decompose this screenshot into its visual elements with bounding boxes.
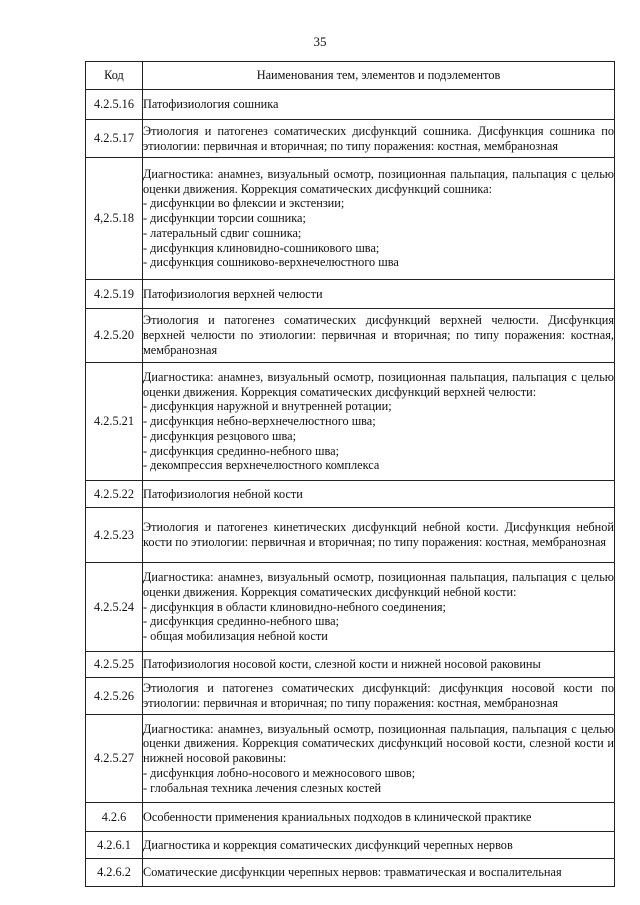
row-code: 4.2.5.21 — [86, 363, 143, 481]
row-text: Диагностика: анамнез, визуальный осмотр, позиционная пальпация, пальпация с целью оценки движения. Коррекция соматических дисфункций небной кости: — [143, 570, 614, 599]
row-list-item: - дисфункции во флексии и экстензии; — [143, 196, 345, 211]
row-code: 4.2.5.20 — [86, 309, 143, 363]
row-list-item: - дисфункция срединно-небного шва; — [143, 614, 339, 629]
row-list-item: - дисфункции торсии сошника; — [143, 211, 306, 226]
row-topic — [143, 90, 615, 120]
row-topic — [143, 508, 615, 563]
row-topic — [143, 652, 615, 678]
row-topic — [143, 309, 615, 363]
row-topic — [143, 363, 615, 481]
row-text: Патофизиология носовой кости, слезной кости и нижней носовой раковины — [143, 657, 541, 672]
topics-table — [85, 61, 615, 887]
row-text: Диагностика: анамнез, визуальный осмотр, позиционная пальпация, пальпация с целью оценки движения. Коррекция соматических дисфункций носовой кости, слезной кости и нижней носовой раковины: — [143, 721, 614, 766]
table-row — [86, 652, 615, 678]
table-row — [86, 678, 615, 715]
row-text: Особенности применения краниальных подходов в клинической практике — [143, 809, 532, 824]
row-text: Этиология и патогенез соматических дисфункций: дисфункция носовой кости по этиологии: первичная и вторичная; по типу поражения: костная, мембранозная — [143, 681, 614, 710]
table-row — [86, 715, 615, 803]
row-text: Этиология и патогенез кинетических дисфункций небной кости. Дисфункция небной кости по этиологии: первичная и вторичная; по типу поражения: костная, мембранозная — [143, 520, 614, 549]
page-number: 35 — [313, 34, 327, 49]
row-text: Диагностика: анамнез, визуальный осмотр, позиционная пальпация, пальпация с целью оценки движения. Коррекция соматических дисфункций сошника: — [143, 166, 614, 196]
row-topic — [143, 563, 615, 652]
row-code: 4.2.6.1 — [86, 832, 143, 859]
table-row — [86, 563, 615, 652]
table-row — [86, 363, 615, 481]
row-topic — [143, 120, 615, 158]
row-list-item: - глобальная техника лечения слезных костей — [143, 780, 382, 795]
table-body — [86, 90, 615, 887]
row-list-item: - дисфункция небно-верхнечелюстного шва; — [143, 414, 376, 429]
header-code: Код — [86, 62, 143, 90]
row-topic — [143, 481, 615, 508]
row-list-item: - дисфункция срединно-небного шва; — [143, 443, 339, 458]
table-row — [86, 832, 615, 859]
row-text: Патофизиология сошника — [143, 97, 279, 112]
table-row — [86, 309, 615, 363]
row-topic — [143, 280, 615, 309]
row-list-item: - дисфункция наружной и внутренней ротации; — [143, 399, 392, 414]
row-code: 4.2.5.22 — [86, 481, 143, 508]
row-text: Диагностика и коррекция соматических дисфункций черепных нервов — [143, 837, 513, 852]
table-row — [86, 158, 615, 280]
row-list-item: - дисфункция клиновидно-сошникового шва; — [143, 240, 380, 255]
row-list-item: - латеральный сдвиг сошника; — [143, 225, 302, 240]
table-row — [86, 481, 615, 508]
table-row — [86, 90, 615, 120]
row-text: Диагностика: анамнез, визуальный осмотр, позиционная пальпация, пальпация с целью оценки движения. Коррекция соматических дисфункций верхней челюсти: — [143, 369, 614, 399]
header-name: Наименования тем, элементов и подэлементов — [143, 62, 615, 90]
table-row — [86, 280, 615, 309]
row-topic — [143, 803, 615, 832]
row-list-item: - дисфункция резцового шва; — [143, 428, 297, 443]
row-list-item: - дисфункция лобно-носового и межносового швов; — [143, 765, 416, 780]
row-code: 4.2.5.16 — [86, 90, 143, 120]
row-text: Соматические дисфункции черепных нервов: травматическая и воспалительная — [143, 865, 562, 880]
row-code: 4,2.5.18 — [86, 158, 143, 280]
row-code: 4.2.5.17 — [86, 120, 143, 158]
row-code: 4.2.5.23 — [86, 508, 143, 563]
row-topic — [143, 832, 615, 859]
table-row — [86, 120, 615, 158]
table-row — [86, 859, 615, 887]
row-code: 4.2.5.19 — [86, 280, 143, 309]
row-text: Патофизиология верхней челюсти — [143, 286, 323, 301]
row-topic — [143, 715, 615, 803]
row-list-item: - дисфункция в области клиновидно-небного соединения; — [143, 599, 446, 614]
row-topic — [143, 859, 615, 887]
row-code: 4.2.6 — [86, 803, 143, 832]
table-header-row — [86, 62, 615, 90]
row-code: 4.2.5.25 — [86, 652, 143, 678]
row-code: 4.2.5.26 — [86, 678, 143, 715]
row-list-item: - дисфункция сошниково-верхнечелюстного шва — [143, 255, 399, 270]
row-code: 4.2.6.2 — [86, 859, 143, 887]
row-text: Этиология и патогенез соматических дисфункций верхней челюсти. Дисфункция верхней челюсти по этиологии: первичная и вторичная; по типу поражения: костная, мембранозная — [143, 313, 614, 357]
row-list-item: - общая мобилизация небной кости — [143, 629, 328, 644]
table-row — [86, 803, 615, 832]
row-topic — [143, 678, 615, 715]
row-code: 4.2.5.24 — [86, 563, 143, 652]
row-topic — [143, 158, 615, 280]
row-list-item: - декомпрессия верхнечелюстного комплекса — [143, 458, 380, 473]
row-text: Этиология и патогенез соматических дисфункций сошника. Дисфункция сошника по этиологии: первичная и вторичная; по типу поражения: костная, мембранозная — [143, 123, 614, 153]
row-code: 4.2.5.27 — [86, 715, 143, 803]
table-row — [86, 508, 615, 563]
row-text: Патофизиология небной кости — [143, 486, 303, 501]
